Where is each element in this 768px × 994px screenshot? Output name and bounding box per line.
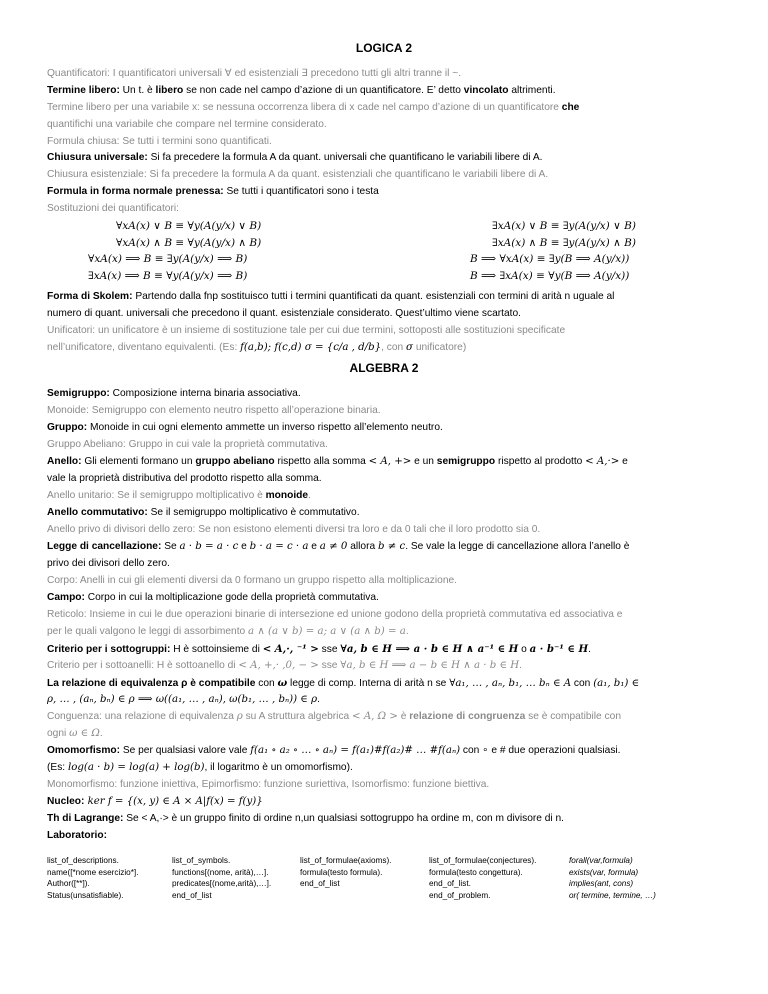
quantificatori-line: Quantificatori: I quantificatori universali ∀ ed esistenziali ∃ precedono tutti gli altri tranne il ~. [47, 68, 462, 79]
congruenza-line-2: ogni ω ∈ Ω. [47, 728, 103, 739]
congruenza-line: Conguenza: una relazione di equivalenza ρ su A struttura algebrica < A, Ω > è relazione di congruenza se è compatibile con [47, 711, 621, 722]
monoide-line: Monoide: Semigruppo con elemento neutro rispetto all’operazione binaria. [47, 405, 381, 416]
anello-unitario-line: Anello unitario: Se il semigruppo moltiplicativo è monoide. [47, 490, 311, 501]
compatibile-line: La relazione di equivalenza ρ è compatibile con ω legge di comp. Interna di arità n se ∀a₁, … , aₙ, b₁, … bₙ ∈ A con (a₁, b₁) ∈ [47, 677, 640, 689]
criterio-sottogruppi-line: Criterio per i sottogruppi: H è sottoinsieme di < A,·, ⁻¹ > sse ∀a, b ∈ H ⟹ a · b ∈ H ∧ a⁻¹ ∈ H o a · b⁻¹ ∈ H. [47, 643, 591, 655]
campo-line: Campo: Corpo in cui la moltiplicazione gode della proprietà commutativa. [47, 592, 379, 603]
semigruppo-line: Semigruppo: Composizione interna binaria associativa. [47, 388, 301, 399]
lab-column-connectives: forall(var,formula) exists(var, formula) implies(ant, cons) or( termine, termine, …) [569, 856, 656, 900]
lab-column-axioms: list_of_formulae(axioms). formula(testo formula). end_of_list [300, 856, 392, 888]
lab-column-descriptions: list_of_descriptions. name([*nome esercizio*]. Author([**]). Status(unsatisfiable). [47, 856, 139, 900]
corpo-line: Corpo: Anelli in cui gli elementi diversi da 0 formano un gruppo rispetto alla moltiplicazione. [47, 575, 457, 586]
cancellazione-line-2: privo dei divisori dello zero. [47, 558, 170, 569]
formula: ∃xA(x) ∨ B ≡ ∃y(A(y/x) ∨ B) [492, 220, 636, 232]
anello-privo-line: Anello privo di divisori dello zero: Se non esistono elementi diversi tra loro e da 0 tali che il loro prodotto sia 0. [47, 524, 541, 535]
nucleo-line: Nucleo: ker f = {(x, y) ∈ A × A|f(x) = f(y)} [47, 796, 263, 807]
formula: ∃xA(x) ⟹ B ≡ ∀y(A(y/x) ⟹ B) [88, 269, 248, 282]
formula: ∀xA(x) ⟹ B ≡ ∃y(A(y/x) ⟹ B) [88, 253, 248, 265]
formula: B ⟹ ∀xA(x) ≡ ∃y(B ⟹ A(y/x)) [470, 253, 630, 265]
compatibile-line-2: ρ, … , (aₙ, bₙ) ∈ ρ ⟹ ω((a₁, … , aₙ), ω(b₁, … , bₙ)) ∈ ρ. [47, 694, 320, 705]
gruppo-line: Gruppo: Monoide in cui ogni elemento ammette un inverso rispetto all’elemento neutro. [47, 422, 443, 433]
morfismi-line: Monomorfismo: funzione iniettiva, Epimorfismo: funzione suriettiva, Isomorfismo: funzione biettiva. [47, 779, 490, 790]
laboratorio-line: Laboratorio: [47, 830, 107, 841]
formulas-left [88, 218, 261, 284]
cancellazione-line: Legge di cancellazione: Se a · b = a · c e b · a = c · a e a ≠ 0 allora b ≠ c. Se vale la legge di cancellazione allora l’anello è [47, 541, 630, 552]
sostituzioni-line: Sostituzioni dei quantificatori: [47, 203, 179, 214]
gruppo-abeliano-line: Gruppo Abeliano: Gruppo in cui vale la proprietà commutativa. [47, 439, 328, 450]
criterio-sottoanelli-line: Criterio per i sottoanelli: H è sottoanello di < A, +,· ,0, − > sse ∀a, b ∈ H ⟹ a − b ∈ H ∧ a · b ∈ H. [47, 660, 522, 671]
termine-libero-var-line-2: quantifichi una variabile che compare nel termine considerato. [47, 119, 327, 130]
anello-line-2: vale la proprietà distributiva del prodotto rispetto alla somma. [47, 473, 322, 484]
reticolo-line-2: per le quali valgono le leggi di assorbimento a ∧ (a ∨ b) = a; a ∨ (a ∧ b) = a. [47, 626, 409, 637]
algebra-title: ALGEBRA 2 [349, 361, 419, 375]
skolem-line-2: numero di quant. universali che precedono il quant. esistenziale considerato. Quest’ultimo viene scartato. [47, 308, 521, 319]
logica-title: LOGICA 2 [355, 41, 413, 55]
unificatori-line: Unificatori: un unificatore è un insieme di sostituzione tale per cui due termini, sottoposti alle sostituzioni specificate [47, 325, 566, 336]
lab-column-symbols: list_of_symbols. functions[(nome, arità),…]. predicates[(nome,arità),…]. end_of_list [172, 856, 272, 900]
formula-chiusa-line: Formula chiusa: Se tutti i termini sono quantificati. [47, 136, 272, 147]
formula: ∀xA(x) ∧ B ≡ ∀y(A(y/x) ∧ B) [116, 236, 262, 249]
chiusura-esistenziale-line: Chiusura esistenziale: Si fa precedere la formula A da quant. esistenziali che quantificano le variabili libere di A. [47, 169, 549, 180]
omomorfismo-line-2: (Es: log(a · b) = log(a) + log(b), il logaritmo è un omomorfismo). [47, 762, 353, 773]
termine-libero-var-line: Termine libero per una variabile x: se nessuna occorrenza libera di x cade nel campo d’azione di un quantificatore che [47, 102, 580, 113]
reticolo-line: Reticolo: Insieme in cui le due operazioni binarie di intersezione ed unione godono della proprietà commutativa ed associativa e [47, 609, 623, 620]
lab-column-conjectures: list_of_formulae(conjectures). formula(testo congettura). end_of_list. end_of_problem. [429, 856, 537, 900]
formula: ∃xA(x) ∧ B ≡ ∃y(A(y/x) ∧ B) [492, 236, 636, 249]
chiusura-universale-line: Chiusura universale: Si fa precedere la formula A da quant. universali che quantificano le variabili libere di A. [47, 152, 543, 163]
anello-commutativo-line: Anello commutativo: Se il semigruppo moltiplicativo è commutativo. [47, 507, 360, 518]
termine-libero-line: Termine libero: Un t. è libero se non cade nel campo d’azione di un quantificatore. E’ detto vincolato altrimenti. [47, 85, 556, 96]
unificatori-line-2: nell’unificatore, diventano equivalenti. (Es: f(a,b); f(c,d) σ = {c/a , d/b}, con σ unificatore) [47, 342, 467, 353]
formulas-right [470, 218, 636, 284]
fnp-line: Formula in forma normale prenessa: Se tutti i quantificatori sono i testa [47, 186, 379, 197]
lagrange-line: Th di Lagrange: Se < A,·> è un gruppo finito di ordine n,un qualsiasi sottogruppo ha ordine m, con m divisore di n. [47, 813, 564, 824]
anello-line: Anello: Gli elementi formano un gruppo abeliano rispetto alla somma < A, +> e un semigruppo rispetto al prodotto < A,·> e [47, 456, 628, 467]
formula: B ⟹ ∃xA(x) ≡ ∀y(B ⟹ A(y/x)) [470, 269, 630, 282]
formula: ∀xA(x) ∨ B ≡ ∀y(A(y/x) ∨ B) [116, 220, 262, 232]
skolem-line: Forma di Skolem: Partendo dalla fnp sostituisco tutti i termini quantificati da quant. esistenziali con termini di arità n uguale al [47, 291, 615, 302]
omomorfismo-line: Omomorfismo: Se per qualsiasi valore vale f(a₁ ∘ a₂ ∘ … ∘ aₙ) = f(a₁)#f(a₂)# … #f(aₙ) con ∘ e # due operazioni qualsiasi. [47, 745, 621, 756]
